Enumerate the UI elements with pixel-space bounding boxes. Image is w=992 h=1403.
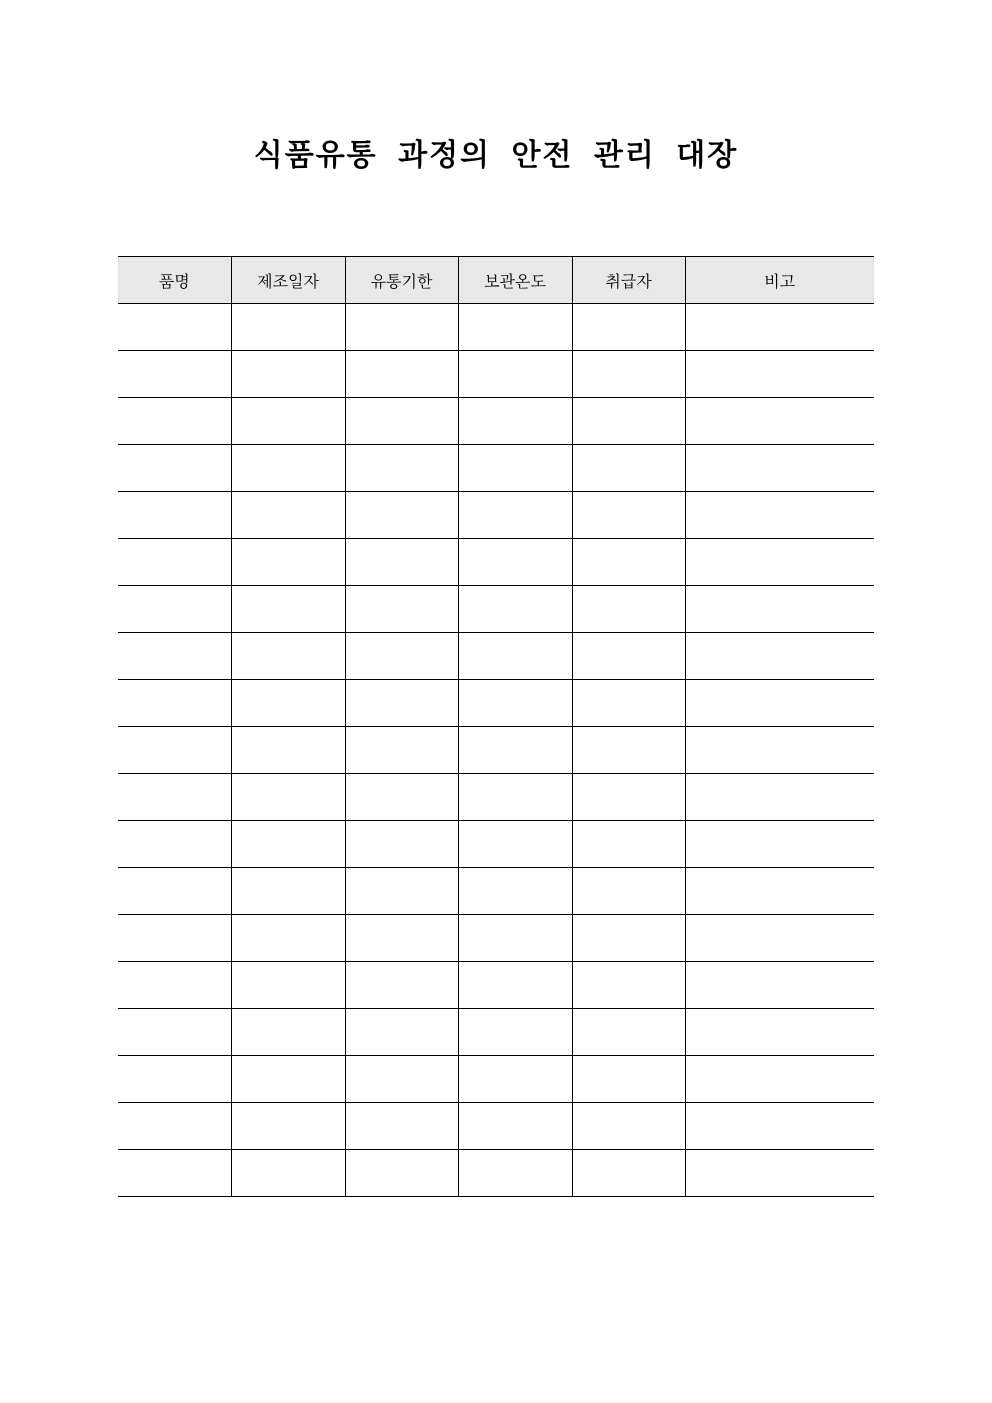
- cell-expiration-date: [345, 539, 458, 586]
- cell-expiration-date: [345, 1103, 458, 1150]
- table-row: [118, 586, 874, 633]
- table-header-row: [118, 257, 874, 304]
- cell-expiration-date: [345, 868, 458, 915]
- cell-handler: [572, 821, 685, 868]
- cell-handler: [572, 680, 685, 727]
- cell-storage-temperature: [458, 868, 572, 915]
- cell-manufacture-date: [231, 398, 345, 445]
- cell-handler: [572, 962, 685, 1009]
- cell-manufacture-date: [231, 1150, 345, 1197]
- table-row: [118, 727, 874, 774]
- cell-handler: [572, 1009, 685, 1056]
- table-row: [118, 351, 874, 398]
- cell-manufacture-date: [231, 304, 345, 351]
- table-row: [118, 492, 874, 539]
- cell-handler: [572, 1150, 685, 1197]
- cell-remarks: [685, 539, 874, 586]
- cell-manufacture-date: [231, 633, 345, 680]
- cell-remarks: [685, 586, 874, 633]
- cell-item-name: [118, 633, 231, 680]
- table-row: [118, 1103, 874, 1150]
- cell-manufacture-date: [231, 868, 345, 915]
- safety-management-ledger-table: [118, 256, 874, 1197]
- cell-remarks: [685, 680, 874, 727]
- cell-remarks: [685, 727, 874, 774]
- cell-manufacture-date: [231, 915, 345, 962]
- cell-storage-temperature: [458, 586, 572, 633]
- cell-handler: [572, 633, 685, 680]
- cell-expiration-date: [345, 351, 458, 398]
- cell-manufacture-date: [231, 962, 345, 1009]
- cell-storage-temperature: [458, 727, 572, 774]
- cell-remarks: [685, 351, 874, 398]
- table-row: [118, 445, 874, 492]
- cell-manufacture-date: [231, 351, 345, 398]
- cell-remarks: [685, 1150, 874, 1197]
- cell-handler: [572, 915, 685, 962]
- cell-remarks: [685, 1103, 874, 1150]
- table-row: [118, 962, 874, 1009]
- table-row: [118, 680, 874, 727]
- table-row: [118, 774, 874, 821]
- cell-handler: [572, 398, 685, 445]
- cell-item-name: [118, 868, 231, 915]
- cell-item-name: [118, 445, 231, 492]
- cell-item-name: [118, 398, 231, 445]
- cell-storage-temperature: [458, 1009, 572, 1056]
- cell-expiration-date: [345, 915, 458, 962]
- cell-expiration-date: [345, 445, 458, 492]
- cell-expiration-date: [345, 680, 458, 727]
- column-header-handler: 취급자: [572, 257, 685, 304]
- cell-expiration-date: [345, 633, 458, 680]
- cell-item-name: [118, 1009, 231, 1056]
- cell-item-name: [118, 774, 231, 821]
- cell-handler: [572, 492, 685, 539]
- cell-expiration-date: [345, 586, 458, 633]
- table-row: [118, 1009, 874, 1056]
- cell-item-name: [118, 915, 231, 962]
- column-header-manufacture-date: 제조일자: [231, 257, 345, 304]
- cell-storage-temperature: [458, 398, 572, 445]
- cell-item-name: [118, 1150, 231, 1197]
- cell-storage-temperature: [458, 633, 572, 680]
- cell-manufacture-date: [231, 774, 345, 821]
- cell-remarks: [685, 304, 874, 351]
- cell-remarks: [685, 915, 874, 962]
- table-row: [118, 633, 874, 680]
- cell-storage-temperature: [458, 962, 572, 1009]
- cell-remarks: [685, 774, 874, 821]
- cell-storage-temperature: [458, 1103, 572, 1150]
- cell-storage-temperature: [458, 915, 572, 962]
- cell-handler: [572, 445, 685, 492]
- cell-handler: [572, 868, 685, 915]
- cell-expiration-date: [345, 398, 458, 445]
- column-header-remarks: 비고: [685, 257, 874, 304]
- cell-handler: [572, 1103, 685, 1150]
- cell-item-name: [118, 1056, 231, 1103]
- cell-item-name: [118, 539, 231, 586]
- cell-storage-temperature: [458, 1150, 572, 1197]
- cell-remarks: [685, 821, 874, 868]
- cell-remarks: [685, 1056, 874, 1103]
- cell-storage-temperature: [458, 445, 572, 492]
- cell-item-name: [118, 586, 231, 633]
- table-row: [118, 1056, 874, 1103]
- table-body: [118, 304, 874, 1197]
- cell-item-name: [118, 304, 231, 351]
- column-header-item-name: 품명: [118, 257, 231, 304]
- cell-remarks: [685, 1009, 874, 1056]
- cell-manufacture-date: [231, 1103, 345, 1150]
- cell-expiration-date: [345, 304, 458, 351]
- document-title: 식품유통 과정의 안전 관리 대장: [253, 138, 739, 173]
- cell-manufacture-date: [231, 680, 345, 727]
- cell-handler: [572, 539, 685, 586]
- table-row: [118, 398, 874, 445]
- cell-item-name: [118, 1103, 231, 1150]
- cell-storage-temperature: [458, 539, 572, 586]
- cell-manufacture-date: [231, 492, 345, 539]
- cell-item-name: [118, 727, 231, 774]
- cell-storage-temperature: [458, 492, 572, 539]
- cell-handler: [572, 727, 685, 774]
- cell-remarks: [685, 868, 874, 915]
- cell-expiration-date: [345, 1056, 458, 1103]
- cell-manufacture-date: [231, 727, 345, 774]
- cell-remarks: [685, 633, 874, 680]
- cell-remarks: [685, 445, 874, 492]
- cell-manufacture-date: [231, 1009, 345, 1056]
- table-row: [118, 304, 874, 351]
- cell-manufacture-date: [231, 445, 345, 492]
- cell-remarks: [685, 492, 874, 539]
- cell-storage-temperature: [458, 680, 572, 727]
- cell-handler: [572, 774, 685, 821]
- cell-handler: [572, 304, 685, 351]
- cell-expiration-date: [345, 962, 458, 1009]
- column-header-expiration-date: 유통기한: [345, 257, 458, 304]
- table-row: [118, 868, 874, 915]
- cell-storage-temperature: [458, 1056, 572, 1103]
- cell-manufacture-date: [231, 821, 345, 868]
- cell-handler: [572, 586, 685, 633]
- cell-manufacture-date: [231, 1056, 345, 1103]
- cell-storage-temperature: [458, 774, 572, 821]
- cell-remarks: [685, 962, 874, 1009]
- cell-item-name: [118, 962, 231, 1009]
- cell-item-name: [118, 821, 231, 868]
- cell-item-name: [118, 492, 231, 539]
- cell-remarks: [685, 398, 874, 445]
- table-row: [118, 915, 874, 962]
- cell-manufacture-date: [231, 539, 345, 586]
- cell-expiration-date: [345, 774, 458, 821]
- cell-handler: [572, 351, 685, 398]
- cell-storage-temperature: [458, 821, 572, 868]
- cell-storage-temperature: [458, 304, 572, 351]
- cell-expiration-date: [345, 1009, 458, 1056]
- cell-item-name: [118, 351, 231, 398]
- cell-expiration-date: [345, 727, 458, 774]
- table-row: [118, 1150, 874, 1197]
- cell-expiration-date: [345, 492, 458, 539]
- table-row: [118, 539, 874, 586]
- cell-storage-temperature: [458, 351, 572, 398]
- table-row: [118, 821, 874, 868]
- cell-manufacture-date: [231, 586, 345, 633]
- column-header-storage-temperature: 보관온도: [458, 257, 572, 304]
- cell-handler: [572, 1056, 685, 1103]
- cell-expiration-date: [345, 1150, 458, 1197]
- cell-expiration-date: [345, 821, 458, 868]
- cell-item-name: [118, 680, 231, 727]
